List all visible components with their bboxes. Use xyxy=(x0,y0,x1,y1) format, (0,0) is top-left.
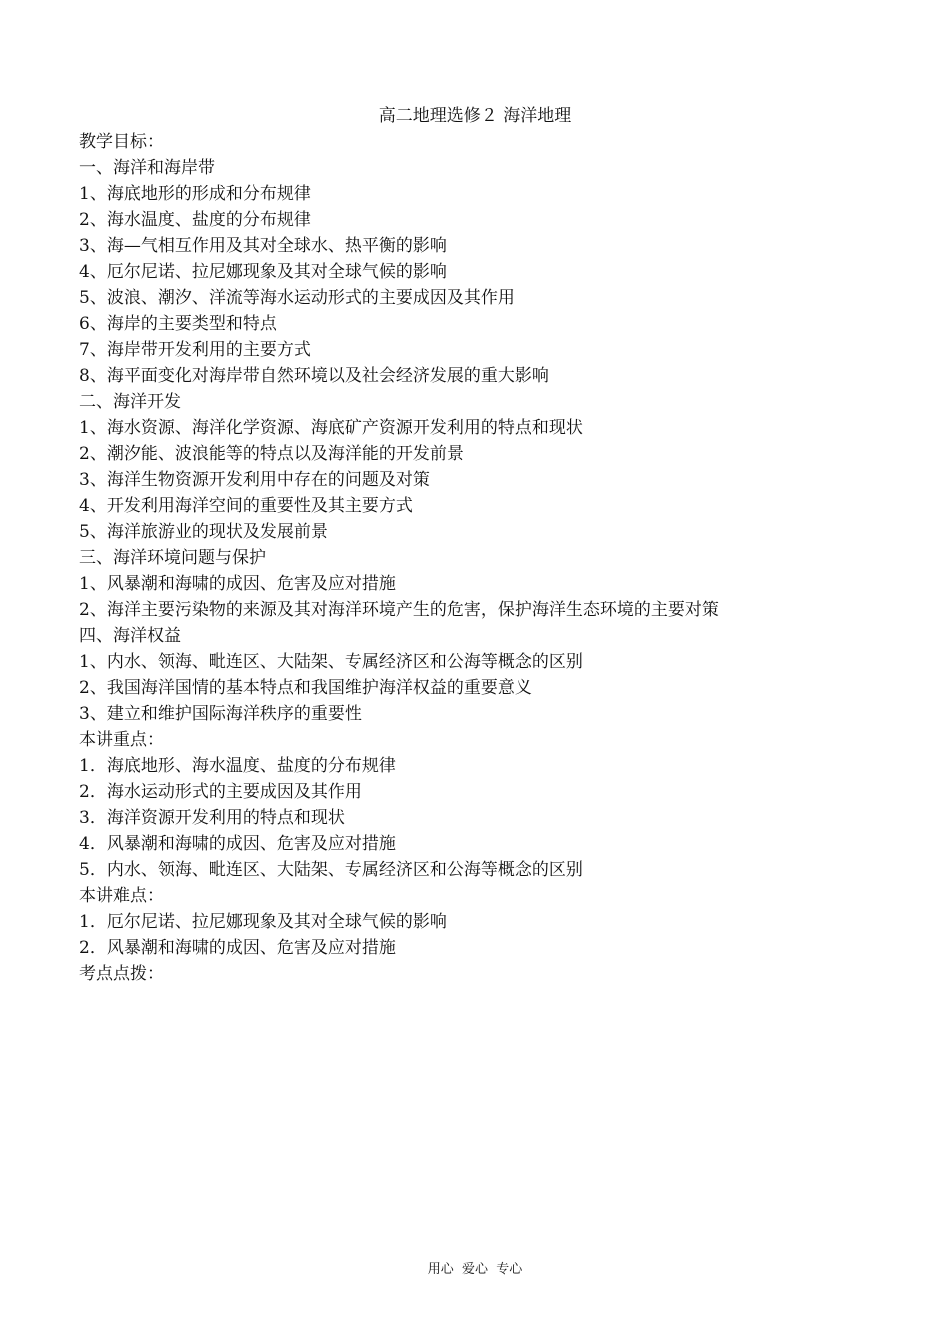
list-item: 5、波浪、潮汐、洋流等海水运动形式的主要成因及其作用 xyxy=(79,288,515,308)
list-item: 3、海—气相互作用及其对全球水、热平衡的影响 xyxy=(79,236,447,256)
list-item: 8、海平面变化对海岸带自然环境以及社会经济发展的重大影响 xyxy=(79,366,549,386)
list-item: 4、开发利用海洋空间的重要性及其主要方式 xyxy=(79,496,413,516)
document-body xyxy=(79,129,939,987)
document-title: 高二地理选修２ 海洋地理 xyxy=(378,106,572,126)
list-item: 1、风暴潮和海啸的成因、危害及应对措施 xyxy=(79,574,396,594)
section-heading-exam-tips: 考点点拨： xyxy=(79,964,164,984)
list-item: 6、海岸的主要类型和特点 xyxy=(79,314,277,334)
list-item: 2、海水温度、盐度的分布规律 xyxy=(79,210,311,230)
list-item: 2．海水运动形式的主要成因及其作用 xyxy=(79,782,362,802)
list-item: 3、海洋生物资源开发利用中存在的问题及对策 xyxy=(79,470,430,490)
list-item: 3、建立和维护国际海洋秩序的重要性 xyxy=(79,704,362,724)
section-heading-ocean-rights: 四、海洋权益 xyxy=(79,626,181,646)
list-item: 2、潮汐能、波浪能等的特点以及海洋能的开发前景 xyxy=(79,444,464,464)
list-item: 1、内水、领海、毗连区、大陆架、专属经济区和公海等概念的区别 xyxy=(79,652,583,672)
page-footer: 用心 爱心 专心 xyxy=(427,1262,523,1277)
list-item: 2、我国海洋国情的基本特点和我国维护海洋权益的重要意义 xyxy=(79,678,532,698)
list-item: 1、海水资源、海洋化学资源、海底矿产资源开发利用的特点和现状 xyxy=(79,418,583,438)
list-item: 5．内水、领海、毗连区、大陆架、专属经济区和公海等概念的区别 xyxy=(79,860,583,880)
list-item: 4．风暴潮和海啸的成因、危害及应对措施 xyxy=(79,834,396,854)
section-heading-teaching-goals: 教学目标： xyxy=(79,132,164,152)
section-heading-difficult-points: 本讲难点： xyxy=(79,886,164,906)
list-item: 1．海底地形、海水温度、盐度的分布规律 xyxy=(79,756,396,776)
section-heading-ocean-coast: 一、海洋和海岸带 xyxy=(79,158,215,178)
list-item: 1．厄尔尼诺、拉尼娜现象及其对全球气候的影响 xyxy=(79,912,447,932)
list-item: 7、海岸带开发利用的主要方式 xyxy=(79,340,311,360)
list-item: 2．风暴潮和海啸的成因、危害及应对措施 xyxy=(79,938,396,958)
section-heading-environment-protection: 三、海洋环境问题与保护 xyxy=(79,548,266,568)
list-item: 4、厄尔尼诺、拉尼娜现象及其对全球气候的影响 xyxy=(79,262,447,282)
list-item: 5、海洋旅游业的现状及发展前景 xyxy=(79,522,328,542)
section-heading-key-points: 本讲重点： xyxy=(79,730,164,750)
list-item: 1、海底地形的形成和分布规律 xyxy=(79,184,311,204)
section-heading-ocean-development: 二、海洋开发 xyxy=(79,392,181,412)
list-item: 3．海洋资源开发利用的特点和现状 xyxy=(79,808,345,828)
list-item: 2、海洋主要污染物的来源及其对海洋环境产生的危害，保护海洋生态环境的主要对策 xyxy=(79,600,719,620)
